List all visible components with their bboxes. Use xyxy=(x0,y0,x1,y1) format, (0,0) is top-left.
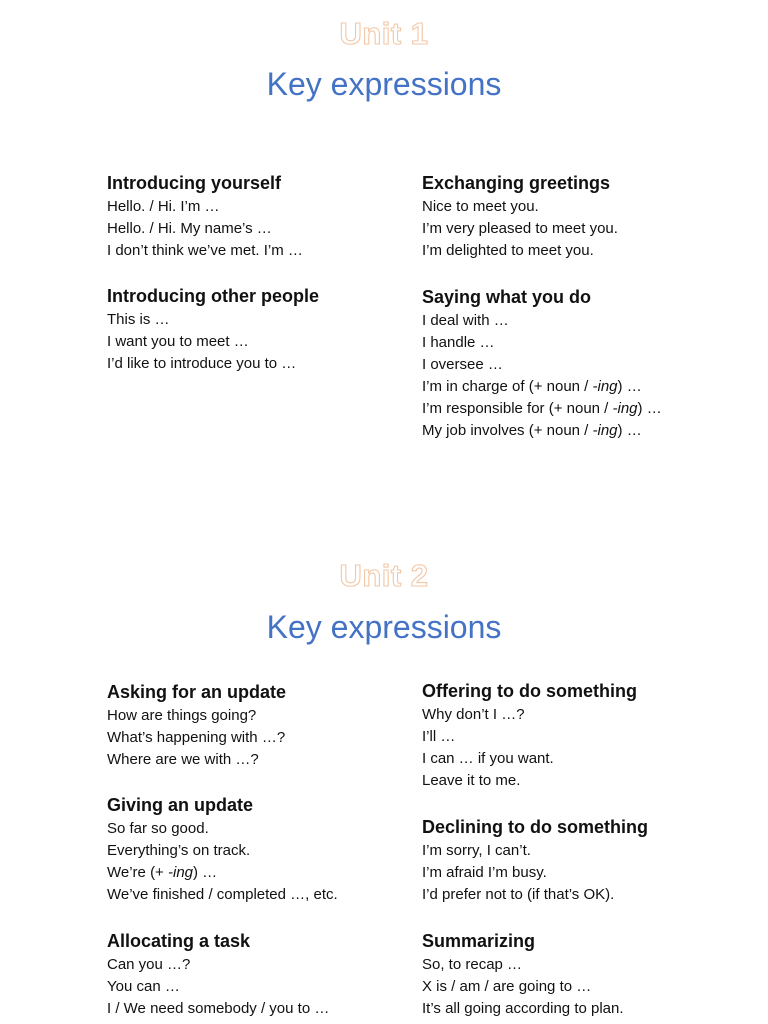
expression-line: Why don’t I …? xyxy=(422,706,525,723)
expression-line: Nice to meet you. xyxy=(422,198,539,215)
expression-line: Can you …? xyxy=(107,956,191,973)
section-heading: Giving an update xyxy=(107,795,254,815)
text-fragment: ) … xyxy=(193,864,218,881)
unit-1-subtitle: Key expressions xyxy=(266,66,502,102)
section-heading: Asking for an update xyxy=(107,682,287,702)
expression-line: I’m sorry, I can’t. xyxy=(422,842,531,859)
expression-line: I’m very pleased to meet you. xyxy=(422,220,618,237)
expression-line xyxy=(422,376,752,398)
section-allocating-a-task xyxy=(107,928,437,1020)
expression-line: I’m delighted to meet you. xyxy=(422,242,594,259)
expression-line: We’ve finished / completed …, etc. xyxy=(107,886,338,903)
expression-line: I oversee … xyxy=(422,356,503,373)
section-heading: Introducing yourself xyxy=(107,173,282,193)
section-introducing-other-people xyxy=(107,283,437,375)
section-heading: Allocating a task xyxy=(107,931,251,951)
section-heading: Offering to do something xyxy=(422,681,637,701)
text-fragment: We’re (+ xyxy=(107,864,168,881)
expression-line: I’d like to introduce you to … xyxy=(107,355,297,372)
expression-line: Hello. / Hi. My name’s … xyxy=(107,220,272,237)
section-heading: Introducing other people xyxy=(107,286,319,306)
section-summarizing xyxy=(422,928,752,1020)
expression-line xyxy=(422,398,752,420)
expression-line xyxy=(422,420,752,442)
italic-fragment: -ing xyxy=(168,864,194,881)
text-fragment: ) … xyxy=(617,422,642,439)
expression-line: I / We need somebody / you to … xyxy=(107,1000,330,1017)
expression-line: This is … xyxy=(107,311,170,328)
section-exchanging-greetings xyxy=(422,170,752,262)
section-offering-to-do-something xyxy=(422,678,752,792)
unit-1-title: Unit 1 xyxy=(339,16,429,51)
section-introducing-yourself xyxy=(107,170,437,262)
expression-line: So far so good. xyxy=(107,820,209,837)
expression-line: So, to recap … xyxy=(422,956,523,973)
expression-line: What’s happening with …? xyxy=(107,729,286,746)
expression-line: I’d prefer not to (if that’s OK). xyxy=(422,886,615,903)
section-heading: Saying what you do xyxy=(422,287,592,307)
text-fragment: ) … xyxy=(617,378,642,395)
section-asking-for-an-update xyxy=(107,679,437,771)
expression-line: I can … if you want. xyxy=(422,750,554,767)
expression-line: I deal with … xyxy=(422,312,509,329)
expression-line xyxy=(107,862,437,884)
italic-fragment: -ing xyxy=(612,400,638,417)
unit-2-title: Unit 2 xyxy=(339,558,429,593)
expression-line: How are things going? xyxy=(107,707,257,724)
unit-2-subtitle: Key expressions xyxy=(266,609,502,645)
text-fragment: ) … xyxy=(637,400,662,417)
expression-line: Hello. / Hi. I’m … xyxy=(107,198,220,215)
section-heading: Summarizing xyxy=(422,931,536,951)
italic-fragment: -ing xyxy=(592,378,618,395)
expression-line: I’m afraid I’m busy. xyxy=(422,864,547,881)
expression-line: I don’t think we’ve met. I’m … xyxy=(107,242,303,259)
expression-line: I’ll … xyxy=(422,728,456,745)
expression-line: You can … xyxy=(107,978,180,995)
expression-line: I want you to meet … xyxy=(107,333,249,350)
expression-line: X is / am / are going to … xyxy=(422,978,592,995)
section-saying-what-you-do xyxy=(422,284,752,442)
section-heading: Exchanging greetings xyxy=(422,173,611,193)
italic-fragment: -ing xyxy=(592,422,618,439)
text-fragment: I’m in charge of (+ noun / xyxy=(422,378,593,395)
section-giving-an-update xyxy=(107,792,437,906)
section-declining-to-do-something xyxy=(422,814,752,906)
section-heading: Declining to do something xyxy=(422,817,648,837)
text-fragment: My job involves (+ noun / xyxy=(422,422,593,439)
expression-line: Leave it to me. xyxy=(422,772,521,789)
expression-line: Everything’s on track. xyxy=(107,842,251,859)
expression-line: I handle … xyxy=(422,334,495,351)
text-fragment: I’m responsible for (+ noun / xyxy=(422,400,613,417)
expression-line: Where are we with …? xyxy=(107,751,259,768)
expression-line: It’s all going according to plan. xyxy=(422,1000,624,1017)
